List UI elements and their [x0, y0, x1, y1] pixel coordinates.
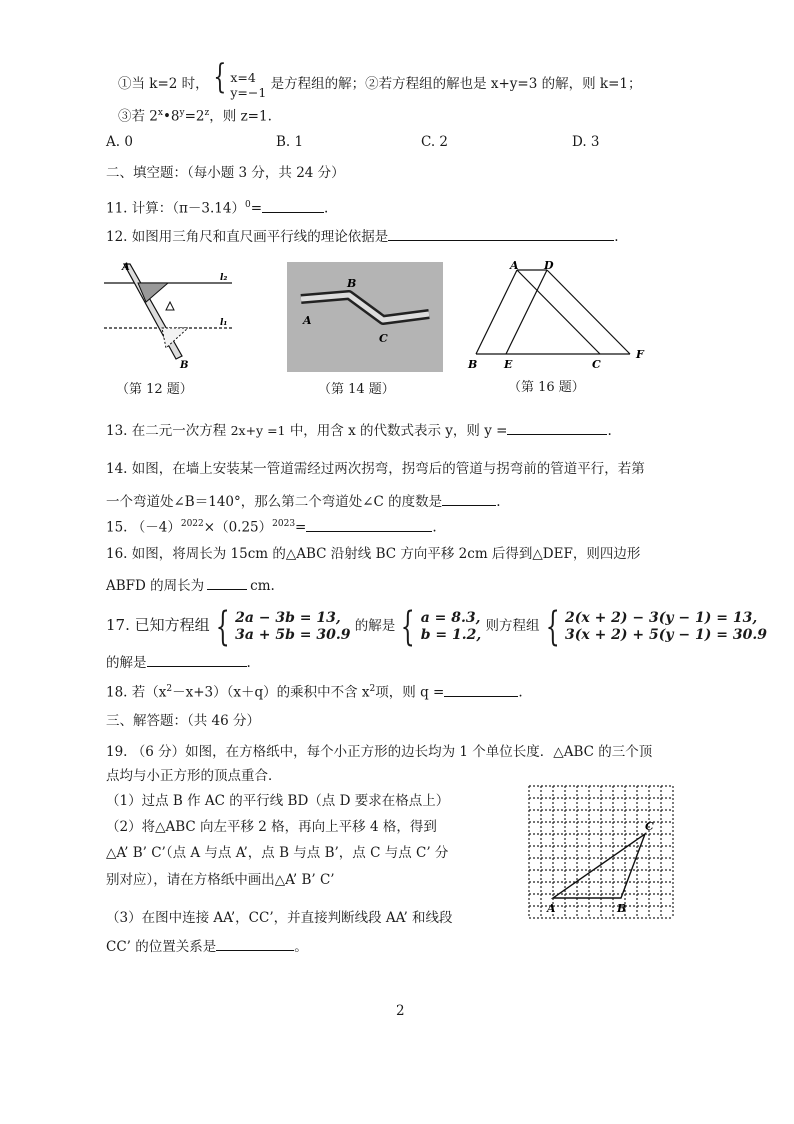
label-l1: l₁	[220, 318, 228, 328]
q17-mid2: 则方程组	[485, 618, 540, 634]
question-19-part-2b: △A’ B’ C’（点 A 与点 A’，点 B 与点 B’，点 C 与点 C’ 分	[106, 845, 449, 861]
q10-eq1: x=4	[230, 69, 256, 85]
arrow-icon	[166, 302, 174, 310]
q15-exp2: 2023	[272, 519, 296, 529]
question-19-part-1: （1）过点 B 作 AC 的平行线 BD（点 D 要求在格点上）	[106, 793, 450, 809]
question-17-line-2	[106, 652, 251, 672]
q10-statement-3	[118, 104, 272, 126]
segment-de	[506, 270, 547, 354]
triangle-abc	[553, 834, 645, 898]
q13-end: .	[607, 423, 612, 439]
figure-14	[287, 262, 443, 372]
q11-answer-blank[interactable]	[262, 198, 324, 213]
label-b: B	[347, 277, 357, 290]
question-13	[106, 420, 612, 440]
q11-equals: =	[250, 200, 262, 217]
q17-line2: 的解是	[106, 655, 147, 671]
question-15	[106, 515, 437, 537]
question-14-line-2	[106, 491, 500, 511]
q17-sys-a2: 3a + 5b = 30.9	[235, 626, 351, 643]
question-16-line-2	[106, 575, 275, 595]
brace: {	[401, 603, 416, 650]
q10-s3-pre: ③若 2	[118, 108, 158, 125]
q14-answer-blank[interactable]	[442, 491, 496, 506]
q16-line2-pre: ABFD 的周长为	[106, 578, 205, 594]
q12-end: .	[614, 229, 619, 245]
q19-p3b: CC’ 的位置关系是	[106, 939, 217, 955]
caption-14: （第 14 题）	[318, 382, 395, 397]
label-a: A	[303, 314, 312, 327]
q15-end: .	[432, 519, 437, 536]
q10-s3-post: ，则 z=1.	[209, 108, 272, 125]
q10-option-b: B. 1	[276, 134, 304, 150]
section-2-heading: 二、填空题：（每小题 3 分，共 24 分）	[106, 165, 345, 181]
q14-end: .	[496, 494, 501, 510]
q12-text: 12. 如图用三角尺和直尺画平行线的理论依据是	[106, 229, 389, 245]
q18-mid: －x+3）（x＋q）的乘积中不含 x	[172, 684, 370, 701]
q19-p3-end: 。	[294, 939, 308, 955]
label-b: B	[180, 360, 189, 371]
label-d: D	[544, 259, 554, 272]
q13-pre: 13. 在二元一次方程	[106, 423, 227, 439]
q11-end: .	[324, 200, 329, 217]
label-c: C	[379, 332, 388, 345]
ruler-shape	[124, 264, 182, 359]
q15-exp1: 2022	[180, 519, 204, 529]
triangle-upper	[138, 283, 168, 302]
label-a: A	[547, 902, 556, 915]
q18-answer-blank[interactable]	[444, 682, 518, 697]
question-19-part-3a: （3）在图中连接 AA’，CC’，并直接判断线段 AA’ 和线段	[106, 910, 453, 926]
q18-pre: 18. 若（x	[106, 684, 167, 701]
brace: {	[213, 57, 226, 97]
label-c: C	[592, 358, 601, 371]
q18-exp1: 2	[166, 684, 173, 694]
q14-line2: 一个弯道处∠B＝140°，那么第二个弯道处∠C 的度数是	[106, 494, 443, 510]
question-11	[106, 196, 328, 218]
page-number: 2	[396, 1003, 405, 1019]
q18-end: .	[518, 684, 523, 701]
label-b: B	[617, 902, 627, 915]
question-19-line-1: 19. （6 分）如图，在方格纸中，每个小正方形的边长均为 1 个单位长度．△ABC 的三个顶	[106, 744, 653, 760]
q17-system-a	[235, 610, 350, 644]
q19-answer-blank[interactable]	[216, 936, 294, 951]
figure-16	[462, 258, 654, 374]
label-e: E	[504, 358, 513, 371]
q10-s3-mid: •8	[162, 108, 180, 125]
question-16-line-1: 16. 如图，将周长为 15cm 的△ABC 沿射线 BC 方向平移 2cm 后得到△DEF，则四边形	[106, 546, 641, 562]
label-b: B	[468, 358, 478, 371]
q17-sys-b2: 3(x + 2) + 5(y − 1) = 30.9	[564, 626, 767, 643]
label-l2: l₂	[220, 273, 228, 283]
segment-ac	[517, 270, 600, 354]
q12-answer-blank[interactable]	[388, 226, 614, 241]
q16-answer-blank[interactable]	[207, 575, 247, 590]
segment-ab	[476, 270, 517, 354]
label-c: C	[645, 820, 654, 833]
q17-pre: 17. 已知方程组	[106, 616, 210, 634]
q17-system-b	[565, 610, 767, 644]
q18-post: 项，则 q =	[375, 684, 445, 701]
q10-s3-exp3: z	[204, 108, 210, 118]
q17-sol2: b = 1.2,	[420, 626, 482, 643]
q18-exp2: 2	[369, 684, 376, 694]
figure-12	[104, 260, 234, 372]
q17-sys-b1: 2(x + 2) − 3(y − 1) = 13,	[564, 609, 758, 626]
q16-line2-post: cm.	[250, 578, 275, 594]
q10-statement-1	[118, 57, 642, 100]
q10-s1-post: 是方程组的解；②若方程组的解也是 x+y=3 的解，则 k=1；	[270, 76, 642, 92]
q17-sol1: a = 8.3,	[420, 609, 481, 626]
q17-end: .	[246, 655, 251, 671]
q10-s1-pre: ①当 k=2 时，	[118, 76, 209, 92]
question-14-line-1: 14. 如图，在墙上安装某一管道需经过两次拐弯，拐弯后的管道与拐弯前的管道平行，若第	[106, 461, 645, 477]
q17-answer-blank[interactable]	[147, 652, 247, 667]
question-19-part-2c: 别对应），请在方格纸中画出△A’ B’ C’	[106, 872, 335, 888]
segment-df	[547, 270, 630, 354]
q17-solution	[421, 610, 482, 644]
q10-system	[230, 70, 266, 100]
brace: {	[215, 603, 230, 650]
label-a: A	[122, 262, 130, 273]
q11-text: 11. 计算：（π－3.14）	[106, 200, 245, 217]
q10-s3-exp2: y	[179, 108, 185, 118]
question-19-line-2: 点均与小正方形的顶点重合．	[106, 768, 282, 784]
label-a: A	[510, 259, 519, 272]
q10-eq2: y=−1	[230, 84, 267, 100]
caption-12: （第 12 题）	[116, 382, 193, 397]
q17-mid: 的解是	[354, 618, 396, 634]
question-19-part-3b	[106, 936, 308, 956]
q13-equation: 2x+y =1	[230, 423, 286, 438]
section-3-heading: 三、解答题：（共 46 分）	[106, 713, 261, 729]
q10-option-c: C. 2	[421, 134, 449, 150]
q10-option-d: D. 3	[572, 134, 600, 150]
q15-pre: 15. （－4）	[106, 519, 181, 536]
caption-16: （第 16 题）	[508, 380, 585, 395]
q13-post: 中，用含 x 的代数式表示 y，则 y =	[289, 423, 508, 439]
q15-equals: =	[295, 519, 307, 536]
question-12	[106, 226, 619, 246]
q17-sys-a1: 2a − 3b = 13,	[235, 609, 341, 626]
q10-s3-eq: =2	[184, 108, 205, 125]
q10-s3-exp1: x	[157, 108, 163, 118]
q15-answer-blank[interactable]	[306, 517, 432, 532]
label-f: F	[636, 348, 644, 361]
q11-exp: 0	[244, 200, 251, 210]
q15-mid: ×（0.25）	[203, 519, 273, 536]
grid-figure	[521, 778, 685, 920]
question-19-part-2a: （2）将△ABC 向左平移 2 格，再向上平移 4 格，得到	[106, 819, 437, 835]
q10-option-a: A. 0	[106, 134, 133, 150]
question-17	[106, 603, 767, 650]
q13-answer-blank[interactable]	[507, 420, 607, 435]
brace: {	[545, 603, 560, 650]
question-18	[106, 680, 523, 702]
